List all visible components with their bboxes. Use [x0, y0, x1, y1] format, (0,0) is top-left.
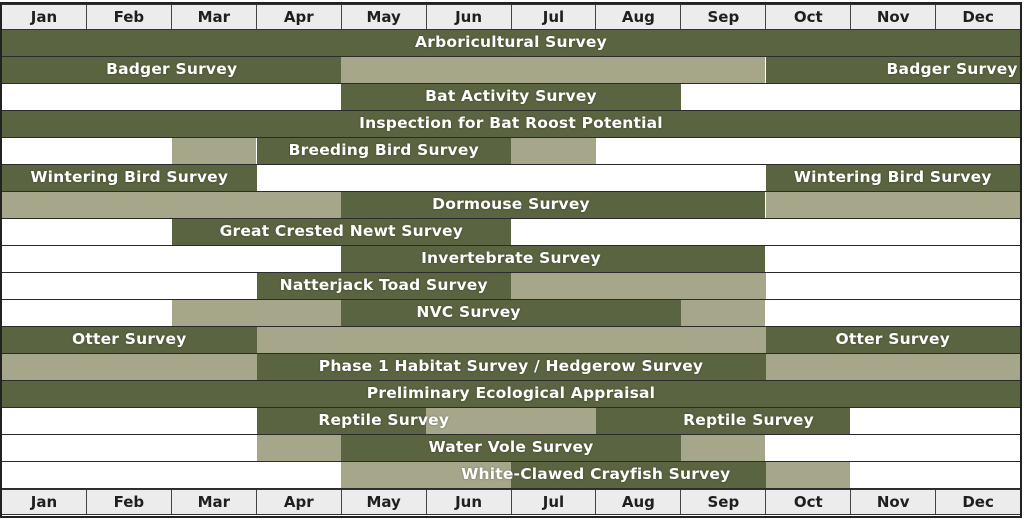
survey-label: Badger Survey: [106, 60, 238, 78]
month-label-top: Oct: [765, 5, 850, 29]
month-label-top: Feb: [86, 5, 171, 29]
survey-label: Water Vole Survey: [428, 438, 594, 456]
survey-label: Arboricultural Survey: [415, 33, 607, 51]
survey-period-bar: [766, 462, 851, 488]
survey-period-bar: [766, 192, 1021, 218]
survey-period-bar: [511, 273, 766, 299]
month-label-bottom: Sep: [680, 490, 765, 514]
survey-label: Otter Survey: [71, 330, 187, 348]
survey-label: Badger Survey: [886, 60, 1018, 78]
month-label-bottom: Aug: [595, 490, 680, 514]
survey-label: Breeding Bird Survey: [288, 141, 479, 159]
survey-period-bar: [426, 408, 596, 434]
survey-row: [2, 111, 1020, 138]
survey-calendar: [2, 4, 1020, 516]
survey-row: [2, 273, 1020, 300]
survey-label: Reptile Survey: [318, 411, 450, 429]
month-label-top: Dec: [935, 5, 1020, 29]
month-label-top: Sep: [680, 5, 765, 29]
month-label-top: Mar: [171, 5, 256, 29]
survey-label: Otter Survey: [835, 330, 951, 348]
month-header-top: [2, 4, 1020, 30]
survey-label: Phase 1 Habitat Survey / Hedgerow Survey: [318, 357, 704, 375]
month-label-top: Nov: [850, 5, 935, 29]
survey-label: Wintering Bird Survey: [30, 168, 229, 186]
survey-label: Reptile Survey: [683, 411, 814, 429]
survey-label: Dormouse Survey: [432, 195, 590, 213]
month-label-top: May: [341, 5, 426, 29]
survey-label: Wintering Bird Survey: [793, 168, 992, 186]
survey-period-bar: [681, 300, 766, 326]
survey-row: [2, 300, 1020, 327]
survey-row: [2, 57, 1020, 84]
month-label-bottom: Oct: [765, 490, 850, 514]
survey-row: [2, 435, 1020, 462]
month-label-bottom: Apr: [256, 490, 341, 514]
survey-period-bar: [172, 138, 257, 164]
survey-period-bar: [511, 138, 596, 164]
survey-label: Great Crested Newt Survey: [219, 222, 464, 240]
month-label-bottom: Jul: [511, 490, 596, 514]
survey-row: [2, 381, 1020, 408]
survey-label: White-Clawed Crayfish Survey: [461, 465, 731, 483]
month-label-top: Jan: [30, 8, 58, 26]
month-label-bottom: Jan: [30, 493, 58, 511]
survey-row: [2, 165, 1020, 192]
month-label-top: Jun: [426, 5, 511, 29]
survey-label: Invertebrate Survey: [421, 249, 601, 267]
month-label-bottom: Feb: [86, 490, 171, 514]
survey-period-bar: [172, 300, 342, 326]
survey-row: [2, 327, 1020, 354]
survey-period-bar: [2, 354, 257, 380]
month-header-bottom: [2, 489, 1020, 515]
survey-label: Inspection for Bat Roost Potential: [359, 114, 663, 132]
survey-row: [2, 219, 1020, 246]
survey-period-bar: [257, 435, 342, 461]
survey-label: Bat Activity Survey: [425, 87, 597, 105]
survey-period-bar: [2, 192, 341, 218]
survey-label: Natterjack Toad Survey: [279, 276, 488, 294]
month-label-bottom: May: [341, 490, 426, 514]
survey-row: [2, 462, 1020, 489]
month-label-top: Jul: [511, 5, 596, 29]
month-label-top: Aug: [595, 5, 680, 29]
month-label-bottom: Dec: [935, 490, 1020, 514]
month-label-bottom: Nov: [850, 490, 935, 514]
survey-label: NVC Survey: [416, 303, 521, 321]
survey-row: [2, 408, 1020, 435]
survey-row: [2, 138, 1020, 165]
survey-row: [2, 192, 1020, 219]
month-label-bottom: Mar: [171, 490, 256, 514]
survey-label: Preliminary Ecological Appraisal: [366, 384, 656, 402]
survey-row: [2, 84, 1020, 111]
survey-period-bar: [766, 354, 1021, 380]
month-label-top: Apr: [256, 5, 341, 29]
survey-period-bar: [681, 435, 766, 461]
month-label-bottom: Jun: [426, 490, 511, 514]
survey-row: [2, 30, 1020, 57]
survey-row: [2, 246, 1020, 273]
survey-period-bar: [341, 57, 765, 83]
survey-row: [2, 354, 1020, 381]
survey-period-bar: [257, 327, 766, 353]
